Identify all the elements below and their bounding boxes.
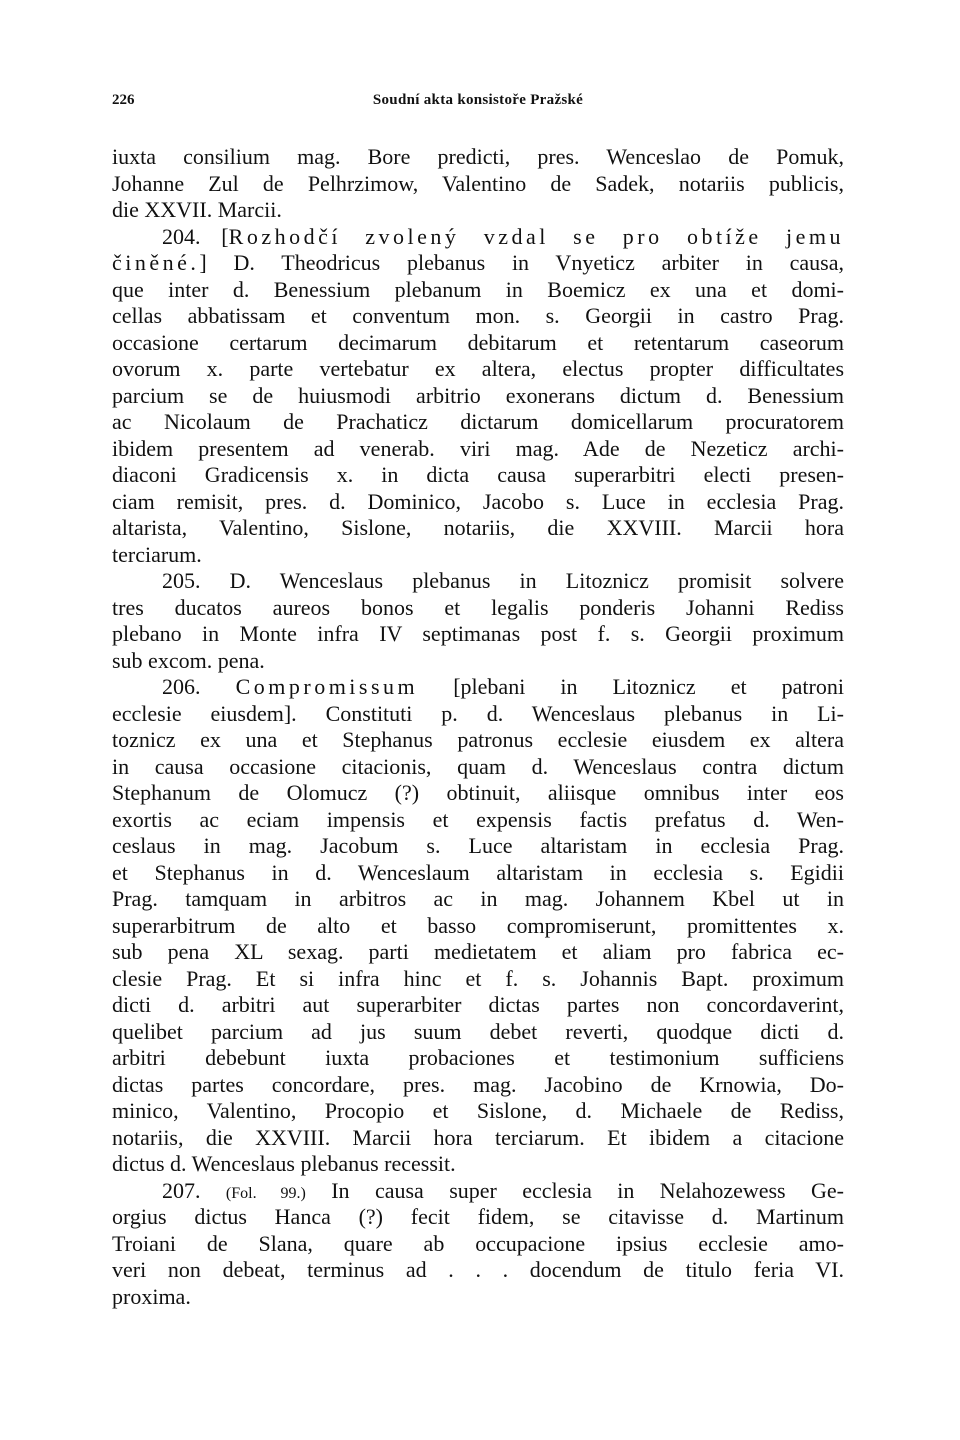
text-segment: notariis, die XXVIII. Marcii hora terciarum. Et ibidem a citacione xyxy=(112,1124,844,1150)
text-segment: toznicz ex una et Stephanus patronus ecclesie eiusdem ex altera xyxy=(112,727,844,752)
text-line xyxy=(112,303,844,330)
text-segment: cellas abbatissam et conventum mon. s. Georgii in castro Prag. xyxy=(112,303,844,328)
running-title: Soudní akta konsistoře Pražské xyxy=(372,92,584,108)
text-segment: Stephanum de Olomucz (?) obtinuit, aliisque omnibus inter eos xyxy=(112,780,844,805)
text-segment: dictus d. Wenceslaus plebanus recessit. xyxy=(112,1151,456,1176)
page-header xyxy=(112,92,844,116)
body-text xyxy=(112,144,844,1310)
text-segment: Troiani de Slana, quare ab occupacione ipsius ecclesie amo- xyxy=(112,1230,844,1256)
text-line xyxy=(112,780,844,807)
text-segment: 206. xyxy=(162,674,236,699)
text-line xyxy=(112,277,844,304)
text-segment: tres ducatos aureos bonos et legalis ponderis Johanni Rediss xyxy=(112,594,844,620)
folio-reference: (Fol. 99.) xyxy=(225,1184,306,1202)
text-segment: diaconi Gradicensis x. in dicta causa superarbitri electi presen- xyxy=(112,462,844,487)
text-line xyxy=(112,1284,844,1311)
text-segment: occasione certarum decimarum debitarum et retentarum caseorum xyxy=(112,329,844,355)
text-line xyxy=(112,330,844,357)
text-line xyxy=(112,1257,844,1284)
text-line xyxy=(112,1045,844,1072)
text-segment: ciam remisit, pres. d. Dominico, Jacobo s. Luce in ecclesia Prag. xyxy=(112,488,844,514)
text-segment: ceslaus in mag. Jacobum s. Luce altaristam in ecclesia Prag. xyxy=(112,833,844,858)
text-segment: 204. [ xyxy=(162,223,229,249)
text-line xyxy=(112,701,844,728)
text-segment: superarbitrum de alto et basso compromiserunt, promittentes x. xyxy=(112,912,844,938)
text-segment: quelibet parcium ad jus suum debet reverti, quodque dicti d. xyxy=(112,1018,844,1044)
text-line xyxy=(112,224,844,251)
text-line xyxy=(112,383,844,410)
text-line xyxy=(112,674,844,701)
text-segment: proxima. xyxy=(112,1283,191,1309)
text-segment: plebano in Monte infra IV septimanas post f. s. Georgii proximum xyxy=(112,621,844,646)
page-number: 226 xyxy=(112,92,135,108)
text-line xyxy=(112,436,844,463)
text-segment: die XXVII. Marcii. xyxy=(112,197,282,222)
text-line xyxy=(112,939,844,966)
text-line xyxy=(112,727,844,754)
text-line xyxy=(112,913,844,940)
text-segment: dicti d. arbitri aut superarbiter dictas partes non concordaverint, xyxy=(112,992,844,1017)
text-segment: ac Nicolaum de Prachaticz dictarum domicellarum procuratorem xyxy=(112,409,844,434)
text-segment: dictas partes concordare, pres. mag. Jacobino de Krnowia, Do- xyxy=(112,1071,844,1097)
text-segment: In causa super ecclesia in Nelahozewess Ge- xyxy=(305,1177,845,1203)
text-line xyxy=(112,409,844,436)
text-line xyxy=(112,648,844,675)
text-segment: arbitri debebunt iuxta probaciones et testimonium sufficiens xyxy=(112,1045,844,1070)
spaced-heading-text: Compromissum xyxy=(235,674,419,699)
text-line xyxy=(112,1098,844,1125)
text-line xyxy=(112,966,844,993)
text-line xyxy=(112,568,844,595)
spaced-heading-text: činěné. xyxy=(112,250,200,275)
text-segment: orgius dictus Hanca (?) fecit fidem, se citavisse d. Martinum xyxy=(112,1204,844,1229)
text-line xyxy=(112,595,844,622)
text-line xyxy=(112,1231,844,1258)
text-line xyxy=(112,1178,844,1205)
text-line xyxy=(112,886,844,913)
text-line xyxy=(112,833,844,860)
text-line xyxy=(112,1072,844,1099)
text-segment: clesie Prag. Et si infra hinc et f. s. Johannis Bapt. proximum xyxy=(112,965,844,991)
text-line xyxy=(112,489,844,516)
text-segment: et Stephanus in d. Wenceslaum altaristam in ecclesia s. Egidii xyxy=(112,859,844,885)
text-segment: altarista, Valentino, Sislone, notariis, die XXVIII. Marcii hora xyxy=(112,515,844,540)
text-segment: [plebani in Litoznicz et patroni xyxy=(418,674,844,699)
text-line xyxy=(112,1204,844,1231)
text-line xyxy=(112,250,844,277)
text-segment: 205. D. Wenceslaus plebanus in Litoznicz promisit solvere xyxy=(162,568,844,593)
text-segment: Johanne Zul de Pelhrzimow, Valentino de Sadek, notariis publicis, xyxy=(112,170,844,196)
text-segment: sub pena XL sexag. parti medietatem et aliam pro fabrica ec- xyxy=(112,939,844,964)
text-line xyxy=(112,1125,844,1152)
text-line xyxy=(112,1151,844,1178)
text-line xyxy=(112,144,844,171)
text-line xyxy=(112,754,844,781)
text-line xyxy=(112,860,844,887)
text-segment: exortis ac eciam impensis et expensis factis prefatus d. Wen- xyxy=(112,806,844,832)
text-line xyxy=(112,621,844,648)
text-line xyxy=(112,462,844,489)
text-segment: parcium se de huiusmodi arbitrio exonerans dictum d. Benessium xyxy=(112,382,844,408)
text-segment: ibidem presentem ad venerab. viri mag. Ade de Nezeticz archi- xyxy=(112,435,844,461)
text-line xyxy=(112,197,844,224)
text-line xyxy=(112,515,844,542)
text-line xyxy=(112,542,844,569)
text-segment: ovorum x. parte vertebatur ex altera, electus propter difficultates xyxy=(112,356,844,381)
text-segment: ecclesie eiusdem]. Constituti p. d. Wenceslaus plebanus in Li- xyxy=(112,700,844,726)
text-segment: 207. xyxy=(162,1177,226,1203)
text-segment: veri non debeat, terminus ad . . . docendum de titulo feria VI. xyxy=(112,1257,844,1282)
text-line xyxy=(112,1019,844,1046)
text-segment: sub excom. pena. xyxy=(112,647,265,673)
text-segment: que inter d. Benessium plebanum in Boemicz ex una et domi- xyxy=(112,276,844,302)
text-line xyxy=(112,992,844,1019)
text-line xyxy=(112,807,844,834)
text-segment: ] D. Theodricus plebanus in Vnyeticz arbiter in causa, xyxy=(199,250,844,275)
text-line xyxy=(112,171,844,198)
text-segment: iuxta consilium mag. Bore predicti, pres. Wenceslao de Pomuk, xyxy=(112,144,844,169)
text-segment: in causa occasione citacionis, quam d. Wenceslaus contra dictum xyxy=(112,753,844,779)
text-segment: minico, Valentino, Procopio et Sislone, d. Michaele de Rediss, xyxy=(112,1098,844,1123)
spaced-heading-text: Rozhodčí zvolený vzdal se pro obtíže jemu xyxy=(228,223,844,249)
text-segment: terciarum. xyxy=(112,541,202,567)
text-segment: Prag. tamquam in arbitros ac in mag. Johannem Kbel ut in xyxy=(112,886,844,911)
text-line xyxy=(112,356,844,383)
